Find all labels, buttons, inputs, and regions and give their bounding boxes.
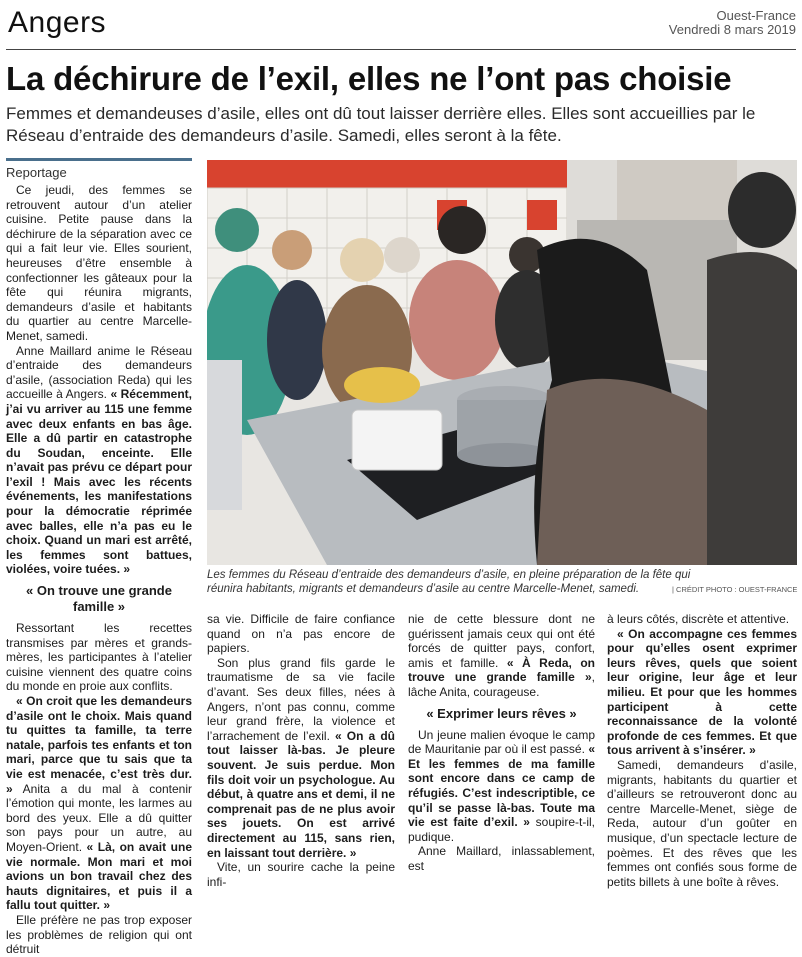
article-column-1	[6, 183, 192, 957]
quote: « Et les femmes de ma famille sont encore dans ce camp de réfugiés. C’est indescriptible, ce qu’il se passe là-bas. Toute ma vie est faite d’exil. »	[408, 742, 595, 830]
subheading: « On trouve une grande famille »	[26, 583, 172, 615]
paragraph-text: Anita a du mal à contenir l’émotion qui monte, les larmes au bord des yeux. Elle a dû quitter son pays pour un autre, au Moyen-Orient.	[6, 781, 192, 854]
paragraph: Samedi, demandeurs d’asile, migrants, habitants du quartier et d’ailleurs se retrouveront donc au centre Marcelle-Menet, siège de Reda, autour d’un goûter en musique, d’un spectacle lecture de poèmes. Et des rêves que les femmes ont confiés sous forme de petits billets à une boîte à rêves.	[607, 757, 797, 889]
paragraph: Ce jeudi, des femmes se retrouvent autour d’un atelier cuisine. Petite pause dans la déchirure de la séparation avec ce qui a fait leur vie. Elles sourient, heureuses d’être ensemble à confectionner les gâteaux pour la fête qui réunira migrants, demandeurs d’asile et habitants du quartier au centre Marcelle-Menet, samedi.	[6, 183, 192, 343]
quote: « Récemment, j’ai vu arriver au 115 une femme avec deux enfants en bas âge. Elle a dû partir en catastrophe du Soudan, enceinte. Elle n’avait pas prévu ce départ pour l’exil ! Mais avec les récents événements, les manifestations pour la démocratie réprimée avec balles, elle n’a pas eu le choix. Quand un mari est arrêté, les femmes sont battues, violées, voire tuées. »	[6, 387, 192, 577]
article-standfirst: Femmes et demandeuses d’asile, elles ont dû tout laisser derrière elles. Elles sont accueillies par le Réseau d’entraide des demandeurs d’asile. Samedi, elles seront à la fête.	[6, 104, 756, 145]
article-headline: La déchirure de l’exil, elles ne l’ont pas choisie	[6, 60, 732, 97]
paragraph-text: Un jeune malien évoque le camp de Mauritanie par où il est passé.	[408, 727, 595, 757]
paragraph-text: , lâche Anita, courageuse.	[408, 670, 595, 699]
quote: « On croit que les demandeurs d’asile ont le choix. Mais quand tu quittes ta famille, ta terre natale, parfois tes enfants et ton mari, parce que tu sais que ta vie est menacée, c’est très dur. »	[6, 694, 192, 796]
rubric-label: Reportage	[6, 158, 192, 180]
quote: « On a dû tout laisser là-bas. Je pleure souvent. Je suis perdue. Mon fils doit voir un psychologue. Au début, à quatre ans et demi, il ne comprenait pas de ne plus avoir ses jouets. On est arrivé directement au 115, sans rien, en laissant tout derrière. »	[207, 728, 395, 860]
paragraph: Elle préfère ne pas trop exposer les problèmes de religion qui ont détruit	[6, 912, 192, 957]
newspaper-name: Ouest-France	[716, 8, 796, 23]
kitchen-workshop-image	[207, 160, 797, 565]
publication-date: Vendredi 8 mars 2019	[668, 22, 796, 37]
newspaper-masthead	[669, 9, 796, 37]
article-column-2	[207, 612, 395, 889]
paragraph-text: soupire-t-il, pudique.	[408, 815, 595, 844]
photo-credit: | CRÉDIT PHOTO : OUEST-FRANCE	[672, 585, 798, 594]
paragraph	[207, 656, 395, 860]
photo-caption: Les femmes du Réseau d’entraide des demandeurs d’asile, en pleine préparation de la fête qui réunira habitants, migrants et demandeurs d’asile au centre Marcelle-Menet, samedi.	[207, 569, 691, 595]
paragraph	[408, 728, 595, 845]
paragraph	[607, 627, 797, 758]
paragraph	[6, 694, 192, 913]
subheading: « Exprimer leurs rêves »	[426, 705, 577, 721]
paragraph-text: nie de cette blessure dont ne guérissent jamais ceux qui ont été forcés de quitter pays, confort, amis et famille.	[408, 612, 595, 670]
header-divider	[6, 49, 796, 50]
paragraph: à leurs côtés, discrète et attentive.	[607, 612, 790, 626]
paragraph	[6, 344, 192, 578]
quote: « On accompagne ces femmes pour qu’elles osent exprimer leurs rêves, quels que soient leur origine, leur âge et leur milieu. Et pour que les hommes participent à cette reconnaissance de la volonté profonde de ces femmes. Et que tous arrivent à s’insérer. »	[607, 626, 797, 758]
article-column-3	[408, 612, 595, 874]
section-title: Angers	[8, 6, 107, 39]
paragraph-text: Anne Maillard anime le Réseau d’entraide des demandeurs d’asile, (association Reda) qui les accueille à Angers.	[6, 343, 192, 402]
quote: « À Reda, on trouve une grande famille »	[408, 655, 596, 685]
paragraph: Vite, un sourire cache la peine infi-	[207, 860, 395, 889]
paragraph: Ressortant les recettes transmises par mères et grands-mères, les participantes à l’atelier cuisine viennent des quatre coins du monde en proie aux conflits.	[6, 621, 192, 694]
article-photo	[207, 160, 797, 565]
paragraph: Anne Maillard, inlassablement, est	[408, 844, 595, 873]
paragraph-text: Son plus grand fils garde le traumatisme de sa vie facile d’avant. Ses deux filles, nées à Angers, n’ont pas connu, comme leur grand frère, la violence et l’arrachement de l’exil.	[207, 655, 395, 743]
quote: « Là, on avait une vie normale. Mon mari et moi avions un bon travail chez des hauts dignitaires, et puis il a fallu tout quitter. »	[6, 839, 192, 913]
article-column-4	[607, 612, 797, 889]
paragraph	[408, 612, 595, 700]
paragraph: sa vie. Difficile de faire confiance quand on n’a pas encore de papiers.	[207, 612, 395, 656]
